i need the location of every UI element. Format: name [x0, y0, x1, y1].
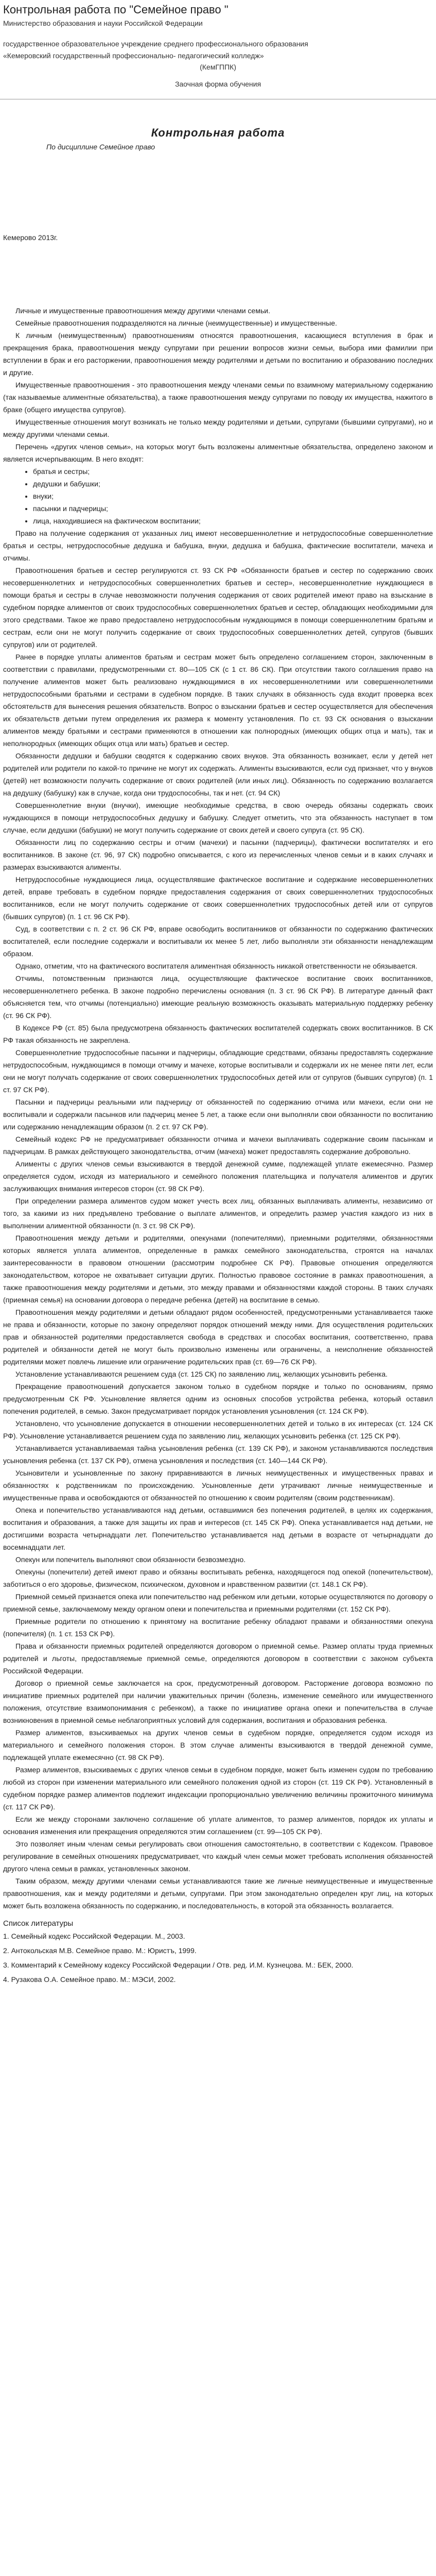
body-paragraph: Совершеннолетние внуки (внучки), имеющие необходимые средства, в свою очередь обязаны содержать своих нуждающихся в помощи нетрудоспособных дедушку и бабушку. Следует отметить, что эта обязанность наступает в том случае, если дедушки (бабушки) не могут получить содержание от своих детей и своего супруга (ст. 95 СК). [3, 801, 433, 834]
list-item: • братья и сестры; [33, 465, 433, 478]
body-paragraph: Семейные правоотношения подразделяются на личные (неимущественные) и имущественные. [15, 318, 337, 327]
body-paragraph: Если же между сторонами заключено соглашение об уплате алиментов, то размер алиментов, порядок их уплаты и основания изменения или прекращения определяются этим соглашением (ст. 99—105 СК РФ). [3, 1815, 433, 1836]
body-paragraph: Правоотношения братьев и сестер регулируются ст. 93 СК РФ «Обязанности братьев и сестер по содержанию своих несовершеннолетних и нетрудоспособных совершеннолетних братьев и сестер», несовершеннолетние нуждающиеся в помощи братья и сестры в случае невозможности получения содержания от своих родителей имеют право на взыскание в судебном порядке алиментов от своих трудоспособных совершеннолетних братьев и сестер, обладающих необходимыми для этого средствами. Такое же право предоставлено нетрудоспособным нуждающимся в помощи совершеннолетним братьям и сестрам, если они не могут получить содержание от своих трудоспособных совершеннолетних детей, супругов (бывших супругов) или от родителей. [3, 566, 433, 649]
body-paragraph: Усыновители и усыновленные по закону приравниваются в личных неимущественных и имущественных правах и обязанностях к родственникам по происхождению. Усыновленные дети утрачивают личные неимущественные и имущественные права и освобождаются от обязанностей по отношению к своим родителям (своим родственникам). [3, 1468, 433, 1502]
references-list [0, 1929, 436, 1987]
list-item: • внуки; [33, 490, 433, 502]
body-paragraph: Однако, отметим, что на фактического воспитателя алиментная обязанность никакой ответственности не обязывается. [15, 961, 417, 970]
body-paragraph: Устанавливается устанавливаемая тайна усыновления ребенка (ст. 139 СК РФ), и законом устанавливаются последствия усыновления ребенка (ст. 137 СК РФ), отмена усыновления и последствия (ст. 140—144 СК РФ). [3, 1444, 433, 1465]
body-paragraph: Приемные родители по отношению к принятому на воспитание ребенку обладают правами и обязанностями опекуна (попечителя) (п. 1 ст. 153 СК РФ). [3, 1617, 433, 1638]
body-paragraph: Правоотношения между детьми и родителями, опекунами (попечителями), приемными родителями, обязанностями которых является уплата алиментов, определенные в рамках семейного законодательства, строятся на началах заинтересованности в правовом отношении (рассмотрим подробнее СК РФ). Правовые отношения определяются законодательством, которое не охватывает ситуации других. Полностью правовое состояние в рамках правоотношения, а также правоотношения между родителями и детьми, это между правами и обязанностями каждой стороны. В таких случаях (приемная семья) на основании договора о передаче ребенка (детей) на воспитание в семью. [3, 1233, 433, 1304]
body-paragraph: Договор о приемной семье заключается на срок, предусмотренный договором. Расторжение договора возможно по инициативе приемных родителей при наличии уважительных причин (болезнь, изменение семейного или имущественного положения, отсутствие взаимопонимания с ребенком), а также по инициативе органа опеки и попечительства в случае возникновения в приемной семье неблагоприятных условий для содержания, воспитания и образования ребенка. [3, 1679, 433, 1724]
body-paragraph: Прекращение правоотношений допускается законом только в судебном порядке и только по основаниям, прямо предусмотренным СК РФ. Усыновление является одним из основных способов устройства ребенка, который оставил попечения родителей, в семью. Закон предусматривает порядок установления усыновления (ст. 124 СК РФ). [3, 1382, 433, 1415]
institution-line-1: государственное образовательное учреждение среднего профессионального образования [3, 40, 308, 48]
references-title: Список литературы [3, 1919, 74, 1928]
body-paragraph: Права и обязанности приемных родителей определяются договором о приемной семье. Размер оплаты труда приемных родителей и льготы, предоставляемые приемной семье, определяются договором в соответствии с законом субъекта Российской Федерации. [3, 1641, 433, 1675]
reference-item: 3. Комментарий к Семейному кодексу Российской Федерации / Отв. ред. И.М. Кузнецова. М.: БЕК, 2000. [3, 1960, 354, 1969]
body-paragraph: Опекуны (попечители) детей имеют право и обязаны воспитывать ребенка, находящегося под опекой (попечительством), заботиться о его здоровье, физическом, психическом, духовном и нравственном развитии (ст. 148.1 СК РФ). [3, 1567, 433, 1588]
reference-item: 4. Рузакова О.А. Семейное право. М.: МЭСИ, 2002. [3, 1975, 176, 1984]
body-paragraph: Опекун или попечитель выполняют свои обязанности безвозмездно. [15, 1555, 246, 1564]
body-paragraph: Приемной семьей признается опека или попечительство над ребенком или детьми, которые осуществляются по договору о приемной семье, заключаемому между органом опеки и попечительства и приемными родителями (ст. 152 СК РФ). [3, 1592, 433, 1613]
body-paragraph: Нетрудоспособные нуждающиеся лица, осуществлявшие фактическое воспитание и содержание несовершеннолетних детей, вправе требовать в судебном порядке предоставления содержания от своих совершеннолетних трудоспособных воспитанников, если не могут получить содержание от своих совершеннолетних трудоспособных детей или от супругов (бывших супругов) (п. 1 ст. 96 СК РФ). [3, 875, 433, 921]
reference-item: 1. Семейный кодекс Российской Федерации. М., 2003. [3, 1931, 185, 1940]
body-paragraph: Установлено, что усыновление допускается в отношении несовершеннолетних детей и только в их интересах (ст. 124 СК РФ). Усыновление устанавливается решением суда по заявлению лиц, желающих усыновить ребенка (ст. 125 СК РФ). [3, 1419, 433, 1440]
body-paragraph: Это позволяет иным членам семьи регулировать свои отношения самостоятельно, в соответствии с Кодексом. Правовое регулирование в семейных отношениях предусматривает, что каждый член семьи может требовать исполнения обязанностей другого члена семьи в рамках, установленных законом. [3, 1839, 433, 1873]
body-paragraph: Ранее в порядке уплаты алиментов братьям и сестрам может быть определено соглашением сторон, заключенным в соответствии с правилами, предусмотренными ст. 80—105 СК (с 1 ст. 86 СК). При отсутствии такого соглашения право на получение алиментов может быть реализовано нуждающимися в их несовершеннолетними или совершеннолетними нетрудоспособными братьями и сестрами в судебном порядке. В таких случаях в обязанность суда входит проверка всех обстоятельств для вынесения решения обязательств. Вопрос о взыскании братьев и сестер осуществляется для обеспечения их обязательств детьми путем определения их размера к моменту установления. По ст. 93 СК основания о взыскании алиментов между братьями и сестрами применяются в отношении как полнородных (имеющих общих отца и мать), так и неполнородных (имеющих общих отца или мать) братьев и сестер. [3, 652, 433, 748]
body-paragraph: Перечень «других членов семьи», на которых могут быть возложены алиментные обязательства, определено законом и является исчерпывающим. В него входят: [3, 442, 433, 463]
family-members-list [3, 465, 433, 527]
body-paragraph: Размер алиментов, взыскиваемых с других членов семьи в судебном порядке, может быть изменен судом по требованию любой из сторон при изменении материального или семейного положения одной из сторон (ст. 119 СК РФ). Установленный в судебном порядке размер алиментов подлежит индексации пропорционально увеличению величины прожиточного минимума (ст. 117 СК РФ). [3, 1765, 433, 1811]
body-paragraph: Совершеннолетние трудоспособные пасынки и падчерицы, обладающие средствами, обязаны предоставлять содержание нетрудоспособным, нуждающимся в помощи отчиму и мачехе, которые воспитывали и содержали их не менее пяти лет, если они не могут получать содержание от своих совершеннолетних трудоспособных детей или от супругов (бывших супругов) (п. 1 ст. 97 СК РФ). [3, 1048, 433, 1094]
body-paragraph: Обязанности дедушки и бабушки сводятся к содержанию своих внуков. Эта обязанность возникает, если у детей нет родителей или родители по какой-то причине не могут их содержать. Алименты взыскиваются, если суд признает, что у внуков (детей) нет возможности получить содержание от своих родителей (или иных лиц). Обязанность по содержанию возлагается на дедушку (бабушку) как в случае, когда они трудоспособны, так и нет. (ст. 94 СК) [3, 751, 433, 797]
ministry-line: Министерство образования и науки Российской Федерации [3, 19, 203, 27]
body-paragraph: Имущественные отношения могут возникать не только между родителями и детьми, супругами (бывшими супругами), но и между другими членами семьи. [3, 417, 433, 438]
document-title: Контрольная работа по "Семейное право " [3, 3, 229, 16]
institution-abbr: (КемГППК) [200, 63, 236, 72]
body-paragraph: Алименты с других членов семьи взыскиваются в твердой денежной сумме, подлежащей уплате ежемесячно. Размер определяется судом, исходя из материального и семейного положения плательщика и получателя алиментов и других заслуживающих внимания интересов сторон (ст. 98 СК РФ). [3, 1159, 433, 1193]
body-paragraph: Размер алиментов, взыскиваемых на других членов семьи в судебном порядке, определяется судом исходя из материального и семейного положения сторон. В этом случае алименты взыскиваются в твердой денежной сумме, подлежащей уплате ежемесячно (ст. 98 СК РФ). [3, 1728, 433, 1761]
body-paragraph: Право на получение содержания от указанных лиц имеют несовершеннолетние и нетрудоспособные совершеннолетние братья и сестры, нетрудоспособные дедушка и бабушка, внуки, дедушка и бабушка, фактические воспитатели, мачеха и отчимы. [3, 529, 433, 562]
list-item: • дедушки и бабушки; [33, 478, 433, 490]
subject-line: По дисциплине Семейное право [46, 142, 155, 151]
main-title: Контрольная работа [151, 126, 285, 139]
city-year: Кемерово 2013г. [3, 233, 58, 242]
body-paragraph: Семейный кодекс РФ не предусматривает обязанности отчима и мачехи выплачивать содержание своим пасынкам и падчерицам. В рамках действующего законодательства, отчим (мачеха) может предоставлять содержание добровольно. [3, 1134, 433, 1156]
body-paragraph: Личные и имущественные правоотношения между другими членами семьи. [15, 306, 270, 315]
body-paragraph: Пасынки и падчерицы реальными или падчерицу от обязанностей по содержанию отчима или мачехи, если они не воспитывали и содержали пасынков или падчериц менее 5 лет, а также если они выполняли свои обязанности по воспитанию или содержанию ненадлежащим образом (п. 2 ст. 97 СК РФ). [3, 1097, 433, 1131]
study-form: Заочная форма обучения [175, 79, 261, 88]
body-paragraph: При определении размера алиментов судом может учесть всех лиц, обязанных выплачивать алименты, независимо от того, за какими из них предъявлено требование о выплате алиментов, и определить размер участия каждого из них в выполнении алиментной обязанности (п. 3 ст. 98 СК РФ). [3, 1196, 433, 1230]
spacer [0, 242, 436, 304]
list-item: • лица, находившиеся на фактическом воспитании; [33, 515, 433, 527]
reference-item: 2. Антокольская М.В. Семейное право. М.: Юристъ, 1999. [3, 1946, 197, 1955]
body-paragraph: Отчимы, потомственным признаются лица, осуществляющие фактическое воспитание своих воспитанников, несовершеннолетнего ребенка. В законе подробно перечислены основания (п. 3 ст. 96 СК РФ). В литературе данный факт объясняется тем, что отчимы (потенциально) имеющие реальную возможность оказывать материальную поддержку ребенку (ст. 96 СК РФ). [3, 974, 433, 1020]
body-paragraph: Таким образом, между другими членами семьи устанавливаются такие же личные неимущественные и имущественные правоотношения, как и между родителями и детьми, супругами. При этом законодательно определен круг лиц, на которых может быть возложена обязанность по содержанию, и последовательность, в которой эта обязанность возлагается. [3, 1876, 433, 1910]
body-paragraph: Правоотношения между родителями и детьми обладают рядом особенностей, предусмотренными устанавливается также не права и обязанности, которые по закону определяют порядок отношений между ними. Для осуществления родительских прав и обязанностей родителями предоставляется свобода в средствах и способах воспитания, соответственно, права родителей и обязанности детей не могут быть произвольно изменены или ограничены, а неисполнение обязанностей родителями может повлечь лишение или ограничение родительских прав (ст. 69—76 СК РФ). [3, 1308, 433, 1366]
body-paragraph: Установление устанавливаются решением суда (ст. 125 СК) по заявлению лиц, желающих усыновить ребенка. [15, 1369, 388, 1378]
institution-line-2: «Кемеровский государственный профессионально- педагогический колледж» [3, 51, 264, 60]
body-paragraph: В Кодексе РФ (ст. 85) была предусмотрена обязанность фактических воспитателей содержать своих воспитанников. В СК РФ такая обязанность не закреплена. [3, 1023, 433, 1044]
body-paragraph: Суд, в соответствии с п. 2 ст. 96 СК РФ, вправе освободить воспитанников от обязанности по содержанию фактических воспитателей, если последние содержали и воспитывали их менее 5 лет, либо выполняли эти обязанности ненадлежащим образом. [3, 924, 433, 958]
body-paragraph: Имущественные правоотношения - это правоотношения между членами семьи по взаимному материальному содержанию (так называемые алиментные обязательства), а также правоотношения между супругами по поводу их имущества, нажитого в браке (общего имущества супругов). [3, 380, 433, 414]
body-paragraph: Обязанности лиц по содержанию сестры и отчим (мачехи) и пасынки (падчерицы), фактически воспитателях и его воспитанников. В законе (ст. 96, 97 СК) подробно описывается, с кого из перечисленных членов семьи и в каких случаях и размерах взыскиваются алименты. [3, 838, 433, 871]
list-item: • пасынки и падчерицы; [33, 502, 433, 515]
body-paragraph: Опека и попечительство устанавливаются над детьми, оставшимися без попечения родителей, в целях их содержания, воспитания и образования, а также для защиты их прав и интересов (ст. 145 СК РФ). Опека устанавливается над детьми, не достигшими возраста четырнадцати лет. Попечительство устанавливается над детьми в возрасте от четырнадцати до восемнадцати лет. [3, 1505, 433, 1551]
main-body [0, 304, 436, 1912]
body-paragraph: К личным (неимущественным) правоотношениям относятся правоотношения, касающиеся вступления в брак и прекращения брака, правоотношения между супругами при решении вопросов жизни семьи, выбора ими фамилии при вступлении в брак и его расторжении, правоотношения между родителями и детьми по воспитанию и образованию последних и другие. [3, 331, 433, 377]
